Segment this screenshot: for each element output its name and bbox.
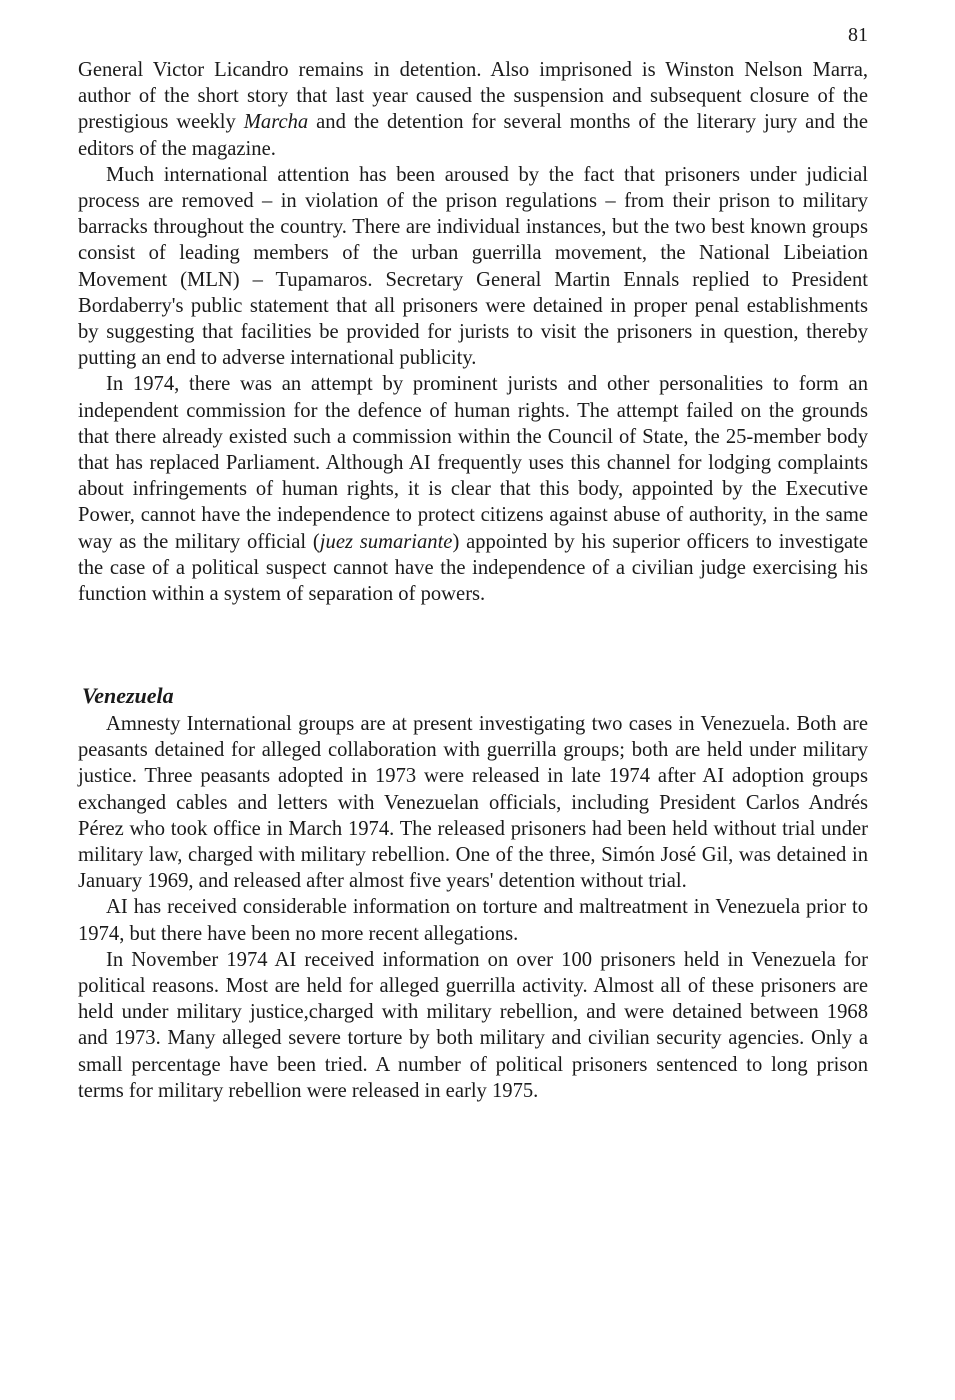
paragraph-independent-commission: In 1974, there was an attempt by prominent jurists and other personalities to form an independent commission for the defence of human rights. The attempt failed on the grounds that there already existed such a commission within the Council of State, the 25-member body that has replaced Parliament. Although AI frequently uses this channel for lodging complaints about infringements of human rights, it is clear that this body, appointed by the Executive Power, cannot have the independence to protect citizens against abuse of authority, in the same way as the military official (juez sumariante) appointed by his superior officers to investigate the case of a political suspect cannot have the independence of a civilian judge exercising his function within a system of separation of powers. [78, 373, 868, 606]
page-number: 81 [848, 24, 868, 46]
paragraph-licandro: General Victor Licandro remains in detention. Also imprisoned is Winston Nelson Marra, author of the short story that last year caused the suspension and subsequent closure of the prestigious weekly Marcha and the detention for several months of the literary jury and the editors of the magazine. [78, 59, 868, 160]
italic-marcha: Marcha [243, 111, 309, 134]
paragraph-international-attention: Much international attention has been aroused by the fact that prisoners under judicial process are removed – in violation of the prison regulations – from their prison to military barracks throughout the country. There are individual instances, but the two best known groups consist of leading members of the urban guerrilla movement, the National Libeiation Movement (MLN) – Tupamaros. Secretary General Martin Ennals replied to President Bordaberry's public statement that all prisoners were detained in proper penal establishments by suggesting that facilities be provided for jurists to visit the prisoners in question, thereby putting an end to adverse international publicity. [78, 163, 868, 370]
venezuela-section [78, 711, 868, 1104]
italic-juez-sumariante: juez sumariante [319, 530, 453, 553]
paragraph-november-1974: In November 1974 AI received information on over 100 prisoners held in Venezuela for political reasons. Most are held for alleged guerrilla activity. Almost all of these prisoners are held under military justice,charged with military rebellion, and were detained between 1968 and 1973. Many alleged severe torture by both military and civilian security agencies. Only a small percentage have been tried. A number of political prisoners sentenced to long prison terms for military rebellion were released in early 1975. [78, 948, 868, 1102]
paragraph-amnesty-groups: Amnesty International groups are at present investigating two cases in Venezuela. Both are peasants detained for alleged collaboration with guerrilla groups; both are held under military justice. Three peasants adopted in 1973 were released in late 1974 after AI adoption groups exchanged cables and letters with Venezuelan officials, including President Carlos Andrés Pérez who took office in March 1974. The released prisoners had been held without trial under military law, charged with military rebellion. One of the three, Simón José Gil, was detained in January 1969, and released after almost five years' detention without trial. [78, 713, 868, 893]
section-heading-venezuela: Venezuela [82, 683, 174, 708]
uruguay-section [78, 57, 868, 607]
paragraph-torture-information: AI has received considerable information on torture and maltreatment in Venezuela prior to 1974, but there have been no more recent allegations. [78, 896, 868, 945]
